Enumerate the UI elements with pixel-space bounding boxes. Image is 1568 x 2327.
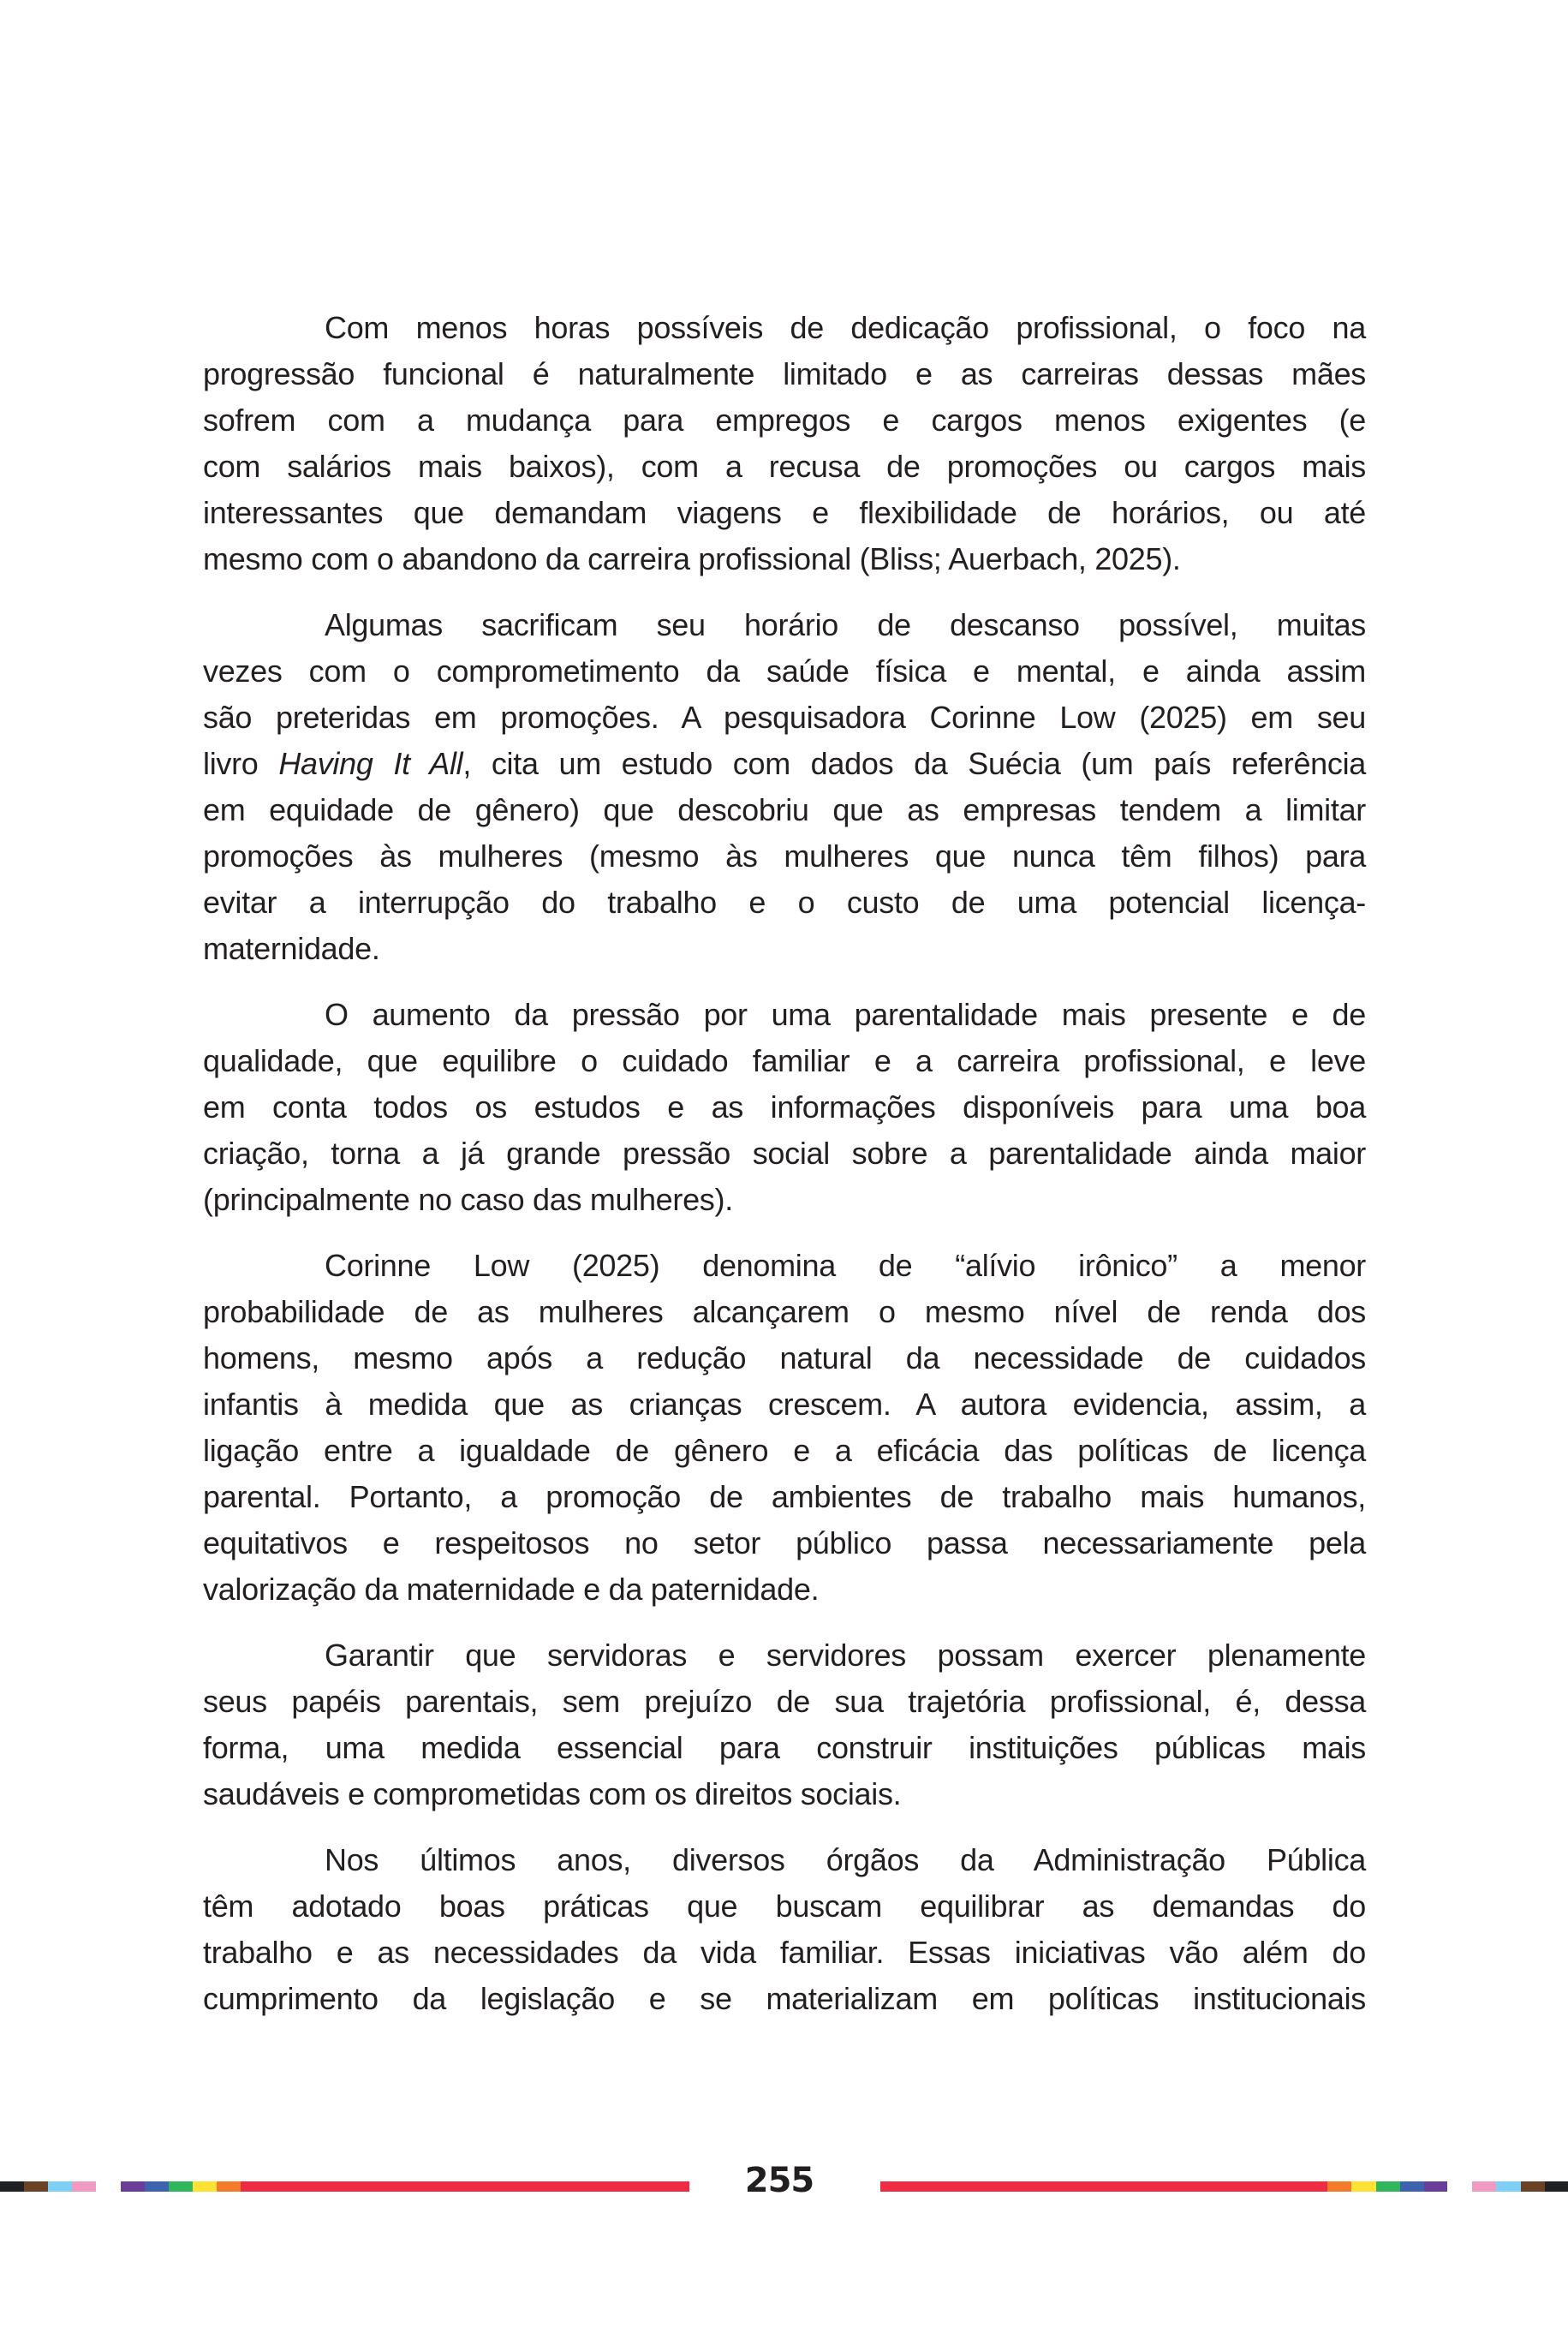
stripe-pink-right [1472,2181,1496,2192]
text-line: forma, uma medida essencial para construir instituições públicas mais [203,1730,1366,1765]
stripe-green-right [1376,2181,1400,2192]
text-line: maternidade. [203,931,380,966]
text-segment: , cita um estudo com dados da Suécia (um país referência [462,746,1367,781]
text-line: equitativos e respeitosos no setor público passa necessariamente pela [203,1525,1366,1560]
stripe-purple-left [121,2181,145,2192]
stripe-black-right [1545,2181,1568,2192]
stripe-yellow-right [1351,2181,1376,2192]
text-line: em conta todos os estudos e as informações disponíveis para uma boa [203,1089,1366,1125]
text-segment: livro [203,746,279,781]
stripe-red-left [241,2181,689,2192]
text-line: seus papéis parentais, sem prejuízo de sua trajetória profissional, é, dessa [203,1684,1366,1719]
text-line: infantis à medida que as crianças crescem. A autora evidencia, assim, a [203,1387,1366,1422]
text-line: homens, mesmo após a redução natural da necessidade de cuidados [203,1340,1366,1375]
text-line: vezes com o comprometimento da saúde física e mental, e ainda assim [203,653,1366,689]
text-line: Algumas sacrificam seu horário de descanso possível, muitas [325,607,1366,642]
stripe-yellow-left [193,2181,217,2192]
stripe-blue-left [145,2181,169,2192]
text-line: promoções às mulheres (mesmo às mulheres que nunca têm filhos) para [203,838,1366,874]
text-line: parental. Portanto, a promoção de ambientes de trabalho mais humanos, [203,1479,1366,1514]
text-line: evitar a interrupção do trabalho e o custo de uma potencial licença- [203,885,1366,920]
stripe-lightblue-left [48,2181,72,2192]
text-line [203,741,1366,787]
text-line: O aumento da pressão por uma parentalidade mais presente e de [325,997,1366,1032]
text-line: com salários mais baixos), com a recusa de promoções ou cargos mais [203,449,1366,484]
text-line: qualidade, que equilibre o cuidado familiar e a carreira profissional, e leve [203,1043,1366,1078]
page-number: 255 [744,2161,814,2200]
stripe-brown-left [24,2181,48,2192]
paragraph [203,602,1366,972]
text-line: mesmo com o abandono da carreira profissional (Bliss; Auerbach, 2025). [203,541,1181,576]
text-line: (principalmente no caso das mulheres). [203,1182,733,1217]
text-line: em equidade de gênero) que descobriu que as empresas tendem a limitar [203,792,1366,827]
text-line: sofrem com a mudança para empregos e cargos menos exigentes (e [203,403,1366,438]
text-line: trabalho e as necessidades da vida familiar. Essas iniciativas vão além do [203,1935,1366,1970]
text-line: interessantes que demandam viagens e flexibilidade de horários, ou até [203,495,1366,530]
paragraph [203,1632,1366,1817]
stripe-red-right [880,2181,1327,2192]
text-line: Com menos horas possíveis de dedicação profissional, o foco na [325,310,1366,345]
stripe-brown-right [1521,2181,1545,2192]
stripe-orange-left [217,2181,241,2192]
paragraph [203,992,1366,1223]
book-title: Having It All [278,746,463,781]
paragraph [203,305,1366,582]
stripe-pink-left [72,2181,96,2192]
paragraph [203,1837,1366,2022]
stripe-lightblue-right [1496,2181,1521,2192]
stripe-green-left [169,2181,193,2192]
text-line: têm adotado boas práticas que buscam equilibrar as demandas do [203,1888,1366,1924]
text-line: Nos últimos anos, diversos órgãos da Administração Pública [325,1842,1366,1877]
stripe-purple-right [1424,2181,1447,2192]
text-line: valorização da maternidade e da paternidade. [203,1572,820,1607]
text-line: criação, torna a já grande pressão social sobre a parentalidade ainda maior [203,1136,1366,1171]
stripe-blue-right [1400,2181,1424,2192]
text-line: Garantir que servidoras e servidores possam exercer plenamente [325,1638,1366,1673]
text-line: Corinne Low (2025) denomina de “alívio irônico” a menor [325,1248,1366,1283]
text-line: progressão funcional é naturalmente limitado e as carreiras dessas mães [203,356,1366,391]
stripe-black-left [0,2181,24,2192]
text-line: ligação entre a igualdade de gênero e a eficácia das políticas de licença [203,1433,1366,1468]
text-line: cumprimento da legislação e se materializam em políticas institucionais [203,1981,1366,2016]
text-line: probabilidade de as mulheres alcançarem o mesmo nível de renda dos [203,1294,1366,1329]
stripe-orange-right [1327,2181,1351,2192]
body-text [203,305,1366,2042]
text-line: saudáveis e comprometidas com os direitos sociais. [203,1776,902,1811]
text-line: são preteridas em promoções. A pesquisadora Corinne Low (2025) em seu [203,700,1366,735]
paragraph [203,1243,1366,1613]
